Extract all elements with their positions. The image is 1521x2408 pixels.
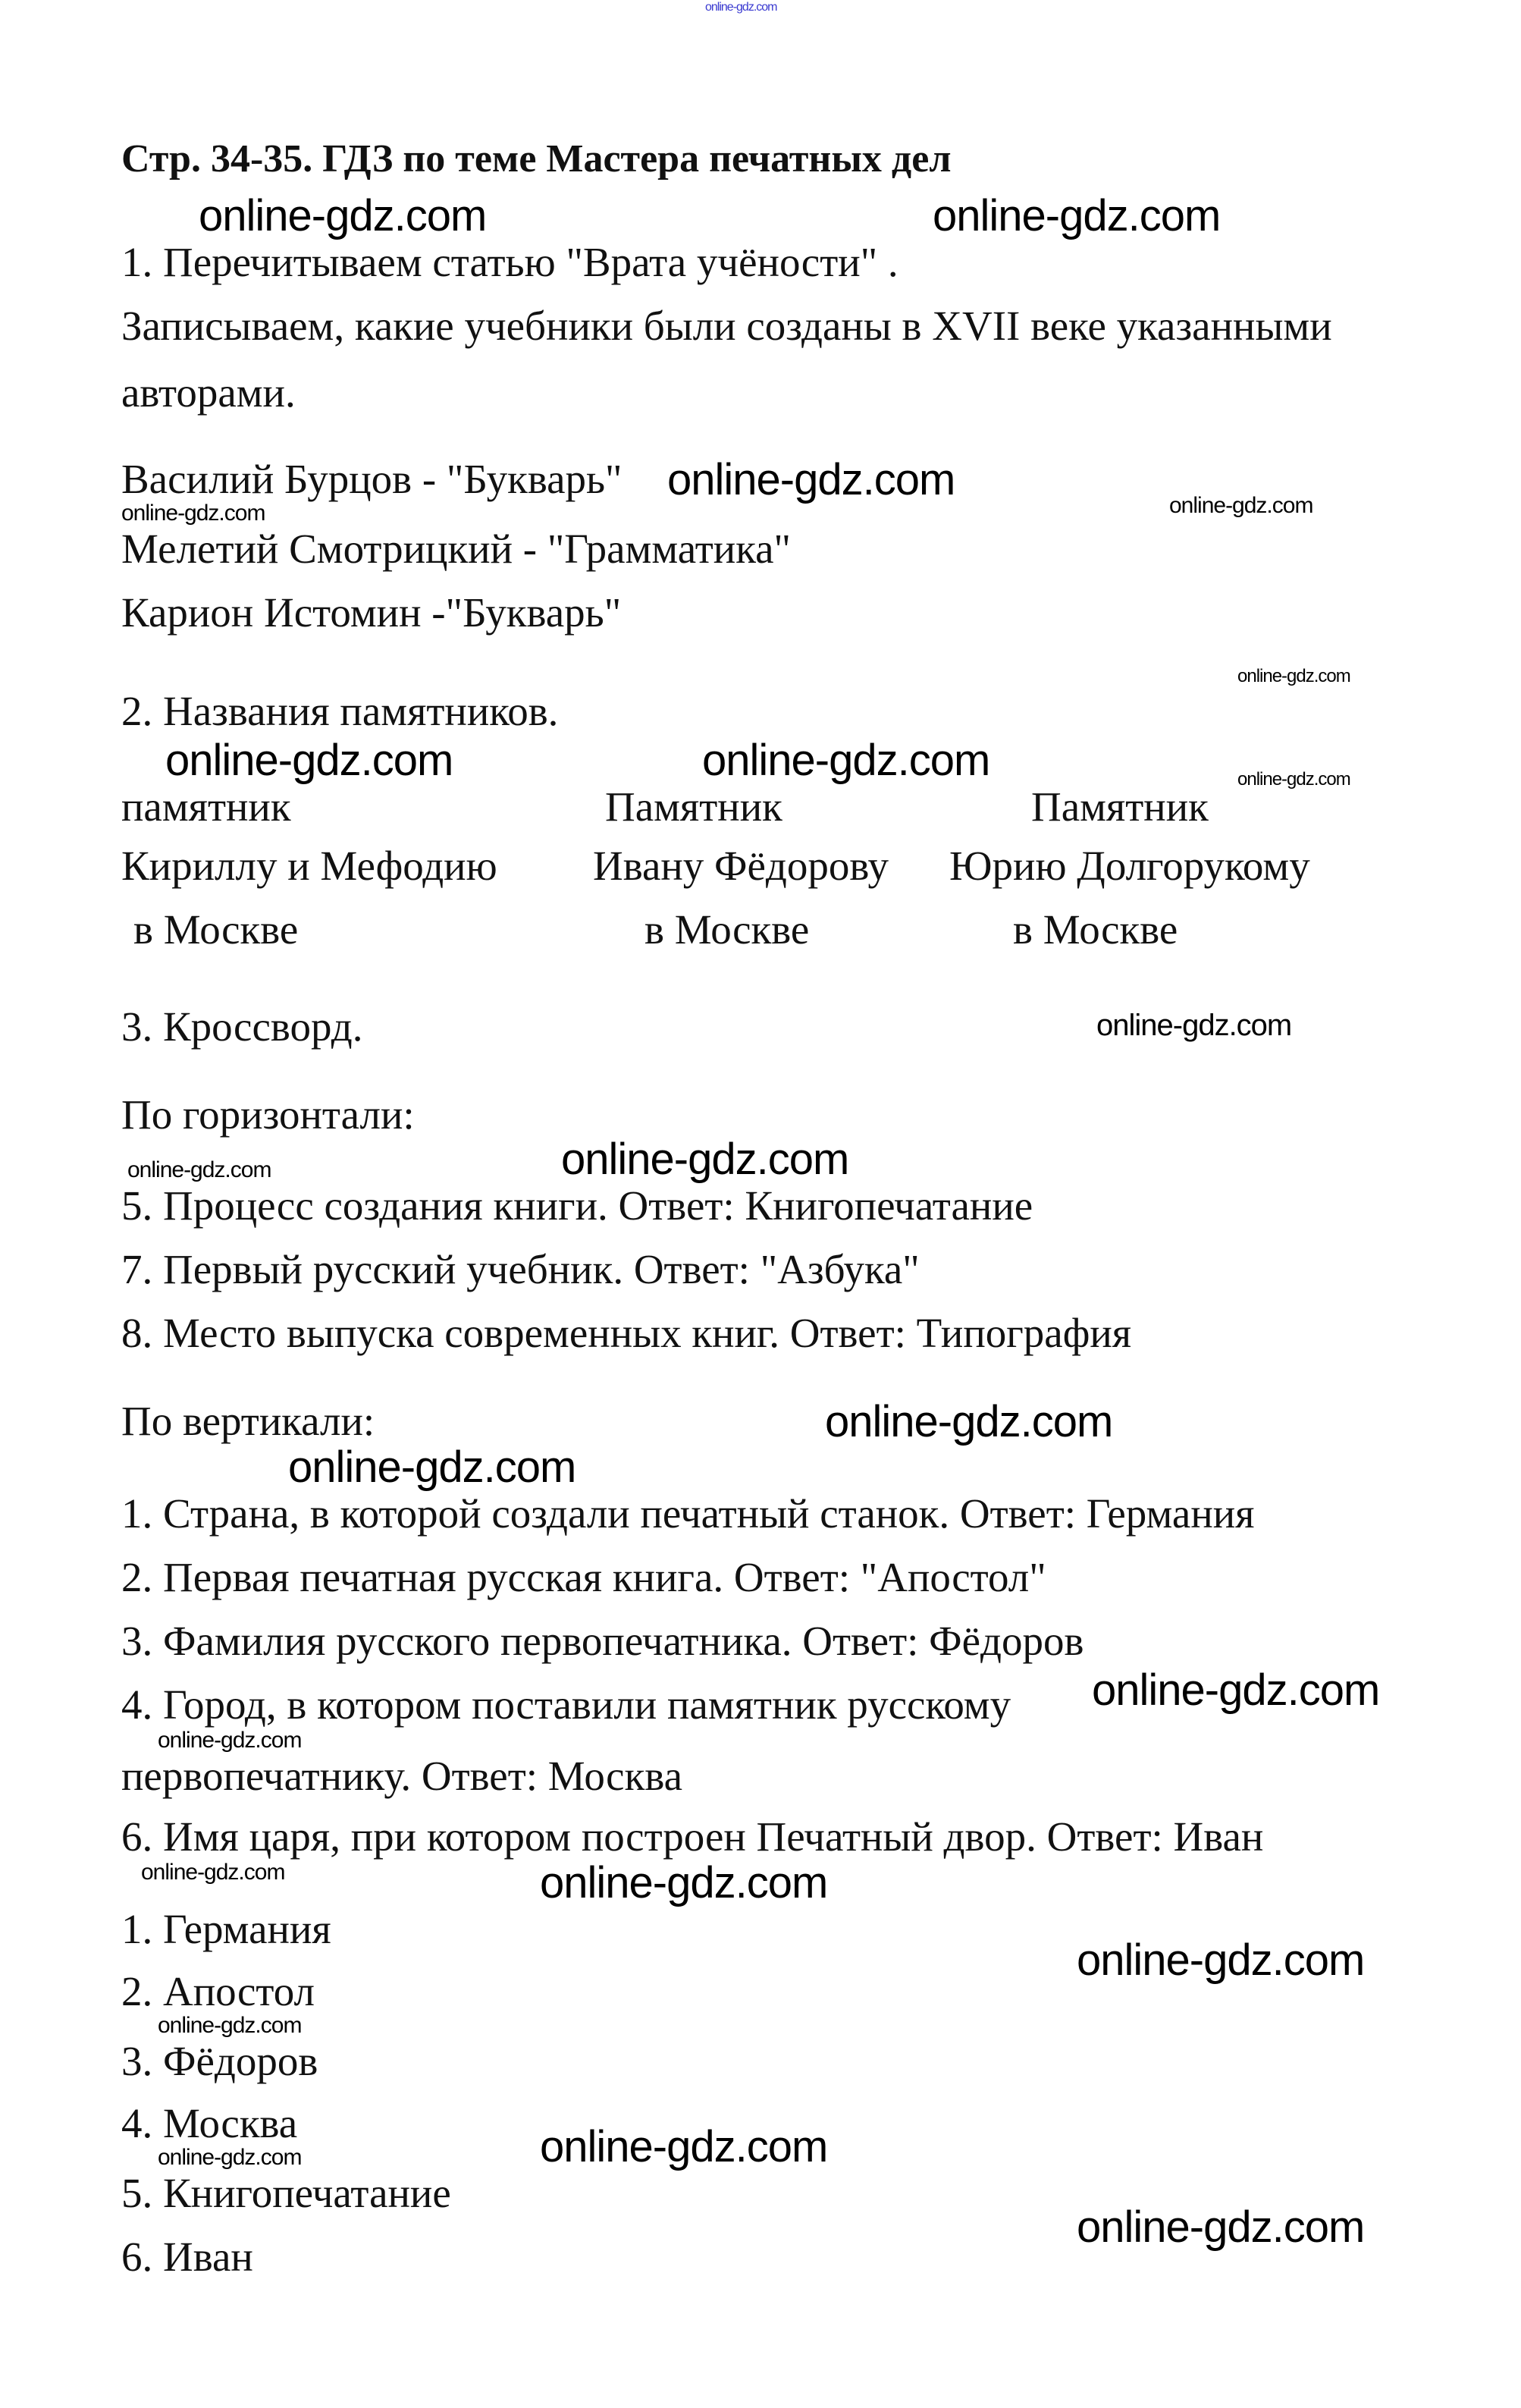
task3-heading: 3. Кроссворд.	[121, 1003, 363, 1050]
author-item: Карион Истомин -"Букварь"	[121, 589, 622, 636]
watermark: online-gdz.com	[165, 736, 453, 785]
watermark: online-gdz.com	[141, 1860, 285, 1885]
watermark: online-gdz.com	[702, 736, 990, 785]
watermark: online-gdz.com	[561, 1135, 849, 1184]
monument-city: в Москве	[1013, 906, 1178, 953]
task2-heading: 2. Названия памятников.	[121, 688, 559, 734]
answer: 5. Книгопечатание	[121, 2170, 451, 2216]
monument-label: Памятник	[605, 783, 782, 830]
monument-name: Кириллу и Мефодию	[121, 843, 497, 889]
clue: 1. Страна, в которой создали печатный станок. Ответ: Германия	[121, 1490, 1255, 1537]
monument-name: Юрию Долгорукому	[949, 843, 1310, 889]
watermark: online-gdz.com	[933, 191, 1221, 240]
answer: 6. Иван	[121, 2234, 253, 2280]
watermark: online-gdz.com	[825, 1397, 1113, 1446]
watermark: online-gdz.com	[158, 2013, 302, 2038]
clue: 3. Фамилия русского первопечатника. Ответ: Фёдоров	[121, 1618, 1084, 1664]
answer: 2. Апостол	[121, 1968, 315, 2014]
clue: 5. Процесс создания книги. Ответ: Книгопечатание	[121, 1182, 1033, 1229]
watermark: online-gdz.com	[540, 2122, 828, 2171]
watermark: online-gdz.com	[288, 1443, 576, 1492]
watermark: online-gdz.com	[158, 1728, 302, 1753]
clue: 7. Первый русский учебник. Ответ: "Азбука"	[121, 1246, 920, 1292]
clue: 2. Первая печатная русская книга. Ответ: "Апостол"	[121, 1554, 1046, 1600]
vertical-label: По вертикали:	[121, 1398, 375, 1444]
clue: 8. Место выпуска современных книг. Ответ: Типография	[121, 1310, 1132, 1356]
page-title: Стр. 34-35. ГДЗ по теме Мастера печатных дел	[121, 137, 952, 181]
clue: 6. Имя царя, при котором построен Печатный двор. Ответ: Иван	[121, 1813, 1264, 1860]
task1-line: Записываем, какие учебники были созданы в XVII веке указанными	[121, 303, 1332, 349]
watermark: online-gdz.com	[1077, 2202, 1365, 2252]
answer: 3. Фёдоров	[121, 2038, 318, 2084]
watermark: online-gdz.com	[1077, 1936, 1365, 1985]
watermark: online-gdz.com	[121, 501, 265, 526]
watermark: online-gdz.com	[158, 2145, 302, 2170]
task1-line: авторами.	[121, 369, 296, 416]
answer: 1. Германия	[121, 1906, 331, 1952]
answer: 4. Москва	[121, 2100, 298, 2146]
clue: 4. Город, в котором поставили памятник русскому	[121, 1681, 1011, 1728]
watermark: online-gdz.com	[705, 1, 777, 14]
watermark: online-gdz.com	[199, 191, 487, 240]
author-item: Мелетий Смотрицкий - "Грамматика"	[121, 526, 791, 572]
author-item: Василий Бурцов - "Букварь"	[121, 456, 623, 502]
monument-city: в Москве	[644, 906, 810, 953]
task1-line: 1. Перечитываем статью "Врата учёности" .	[121, 239, 898, 285]
monument-city: в Москве	[133, 906, 299, 953]
monument-label: памятник	[121, 783, 291, 830]
horizontal-label: По горизонтали:	[121, 1091, 415, 1138]
watermark: online-gdz.com	[1237, 666, 1350, 686]
watermark: online-gdz.com	[127, 1157, 271, 1182]
watermark: online-gdz.com	[1169, 493, 1313, 518]
watermark: online-gdz.com	[540, 1858, 828, 1907]
monument-name: Ивану Фёдорову	[593, 843, 889, 889]
watermark: online-gdz.com	[1092, 1666, 1380, 1715]
monument-label: Памятник	[1031, 783, 1209, 830]
watermark: online-gdz.com	[667, 455, 955, 504]
watermark: online-gdz.com	[1096, 1009, 1292, 1042]
clue: первопечатнику. Ответ: Москва	[121, 1753, 682, 1799]
watermark: online-gdz.com	[1237, 769, 1350, 790]
